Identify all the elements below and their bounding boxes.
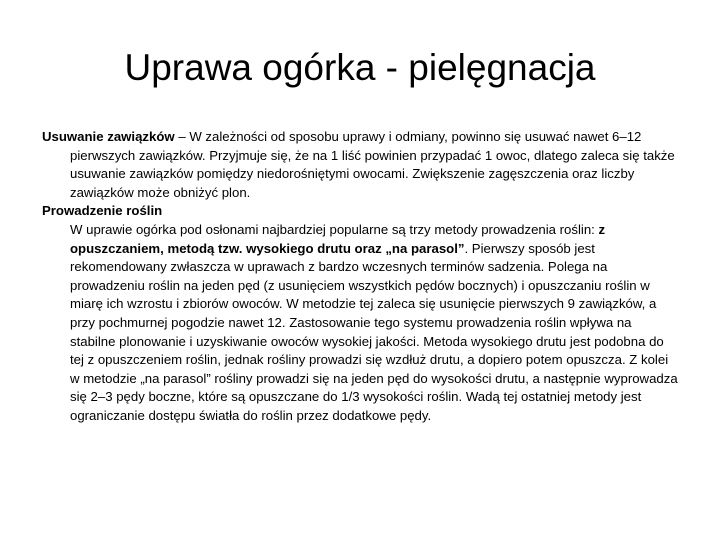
text-usuwanie-zawiazkow: – W zależności od sposobu uprawy i odmiany, powinno się usuwać nawet 6–12 pierwszych zawiązków. Przyjmuje się, że na 1 liść powinien przypadać 1 owoc, dlatego zaleca się także usuwanie zawiązków pomiędzy niedorośniętymi owocami. Zwiększenie zagęszczenia oraz liczby zawiązków może obniżyć plon. [70, 129, 675, 200]
paragraph-usuwanie-zawiazkow [42, 128, 680, 202]
slide-body [42, 128, 680, 426]
slide-title: Uprawa ogórka - pielęgnacja [124, 47, 596, 88]
text-prowadzenie-intro: W uprawie ogórka pod osłonami najbardziej popularne są trzy metody prowadzenia roślin: [70, 221, 599, 237]
paragraph-prowadzenie-roslin-body [42, 221, 680, 426]
text-prowadzenie-methods: z opuszczaniem, metodą tzw. wysokiego drutu oraz „na parasol” [70, 221, 606, 256]
paragraph-prowadzenie-roslin-heading [42, 202, 680, 221]
heading-usuwanie-zawiazkow: Usuwanie zawiązków [42, 129, 175, 144]
heading-prowadzenie-roslin: Prowadzenie roślin [42, 203, 163, 219]
text-prowadzenie-rest: . Pierwszy sposób jest rekomendowany zwłaszcza w uprawach z bardzo wczesnych terminów sadzenia. Polega na prowadzeniu roślin na jeden pęd (z usunięciem wszystkich pędów bocznych) i opuszczaniu roślin w miarę ich wzrostu i zbiorów owoców. W metodzie tej zaleca się usunięcie pierwszych 9 zawiązków, a przy pochmurnej pogodzie nawet 12. Zastosowanie tego systemu prowadzenia roślin wpływa na stabilne plonowanie i uzyskiwanie owoców wysokiej jakości. Metoda wysokiego drutu jest podobna do tej z opuszczeniem roślin, jednak rośliny prowadzi się wzdłuż drutu, a dopiero potem opuszcza. Z kolei w metodzie „na parasol” rośliny prowadzi się na jeden pęd do wysokości drutu, a następnie wyprowadza się 2–3 pędy boczne, które są opuszczane do 1/3 wysokości roślin. Wadą tej ostatniej metody jest ograniczanie dostępu światła do roślin przez dodatkowe pędy. [70, 240, 678, 423]
